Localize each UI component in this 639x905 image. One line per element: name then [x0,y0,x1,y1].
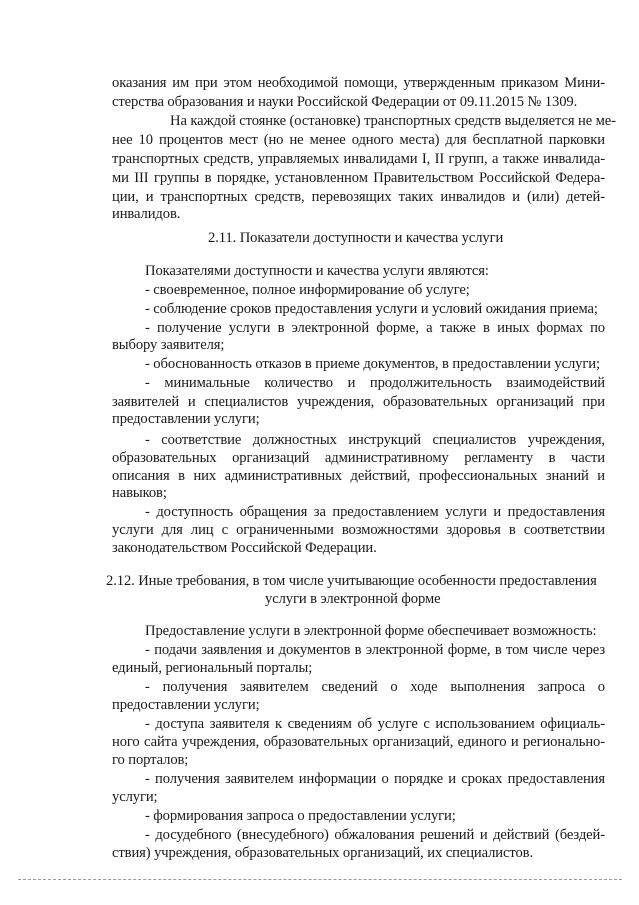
list-item: - получение услуги в электронной форме, а также в иных формах по [145,320,605,336]
text-line: транспортных средств, управляемых инвалидами I, II групп, а также инвалида- [112,151,605,167]
list-item: - формирования запроса о предоставлении услуги; [145,808,456,824]
text-line: Предоставление услуги в электронной форме обеспечивает возможность: [145,623,597,639]
list-item: - доступность обращения за предоставлением услуги и предоставления [145,504,605,520]
text-line: Показателями доступности и качества услуги являются: [145,263,489,279]
text-line: образовательных организаций административному регламенту в части [112,450,605,466]
text-line: ции, и транспортных средств, перевозящих таких инвалидов и (или) детей- [112,189,605,205]
list-item: - соблюдение сроков предоставления услуги и условий ожидания приема; [145,301,598,317]
text-line: ствия) учреждения, образовательных организаций, их специалистов. [112,845,534,861]
section-heading-2-12: услуги в электронной форме [265,591,441,607]
footer-divider [18,879,622,880]
list-item: - доступа заявителя к сведениям об услуге с использованием официаль- [145,716,605,732]
list-item: - соответствие должностных инструкций специалистов учреждения, [145,432,605,448]
text-line: инвалидов. [112,206,181,222]
text-line: го порталов; [112,752,189,768]
text-line: стерства образования и науки Российской Федерации от 09.11.2015 № 1309. [112,94,578,110]
text-line: услуги; [112,789,158,805]
text-line: законодательством Российской Федерации. [112,540,377,556]
list-item: - обоснованность отказов в приеме документов, в предоставлении услуги; [145,356,600,372]
text-line: предоставлении услуги; [112,697,260,713]
list-item: - получения заявителем сведений о ходе выполнения запроса о [145,679,605,695]
text-line: описания в них административных действий, профессиональных знаний и [112,468,605,484]
list-item: - подачи заявления и документов в электронной форме, в том числе через [145,642,605,658]
list-item: - своевременное, полное информирование об услуге; [145,282,470,298]
text-line: оказания им при этом необходимой помощи, утвержденным приказом Мини- [112,75,605,91]
section-heading-2-11: 2.11. Показатели доступности и качества услуги [208,230,504,246]
text-line: заявителей и специалистов учреждения, образовательных организаций при [112,394,605,410]
text-line: нее 10 процентов мест (но не менее одного места) для бесплатной парковки [112,132,605,148]
section-heading-2-12: 2.12. Иные требования, в том числе учитывающие особенности предоставления [106,573,597,589]
text-line: выбору заявителя; [112,337,225,353]
list-item: - досудебного (внесудебного) обжалования решений и действий (бездей- [145,827,605,843]
text-line: услуги для лиц с ограниченными возможностями здоровья в соответствии [112,522,605,538]
text-line: единый, региональный порталы; [112,660,313,676]
list-item: - получения заявителем информации о порядке и сроках предоставления [145,771,605,787]
text-line: На каждой стоянке (остановке) транспортных средств выделяется не ме- [170,113,616,129]
list-item: - минимальные количество и продолжительность взаимодействий [145,375,605,391]
text-line: навыков; [112,485,167,501]
text-line: предоставлении услуги; [112,411,260,427]
text-line: ми III группы в порядке, установленном Правительством Российской Федера- [112,170,605,186]
text-line: ного сайта учреждения, образовательных организаций, единого и регионально- [112,734,605,750]
